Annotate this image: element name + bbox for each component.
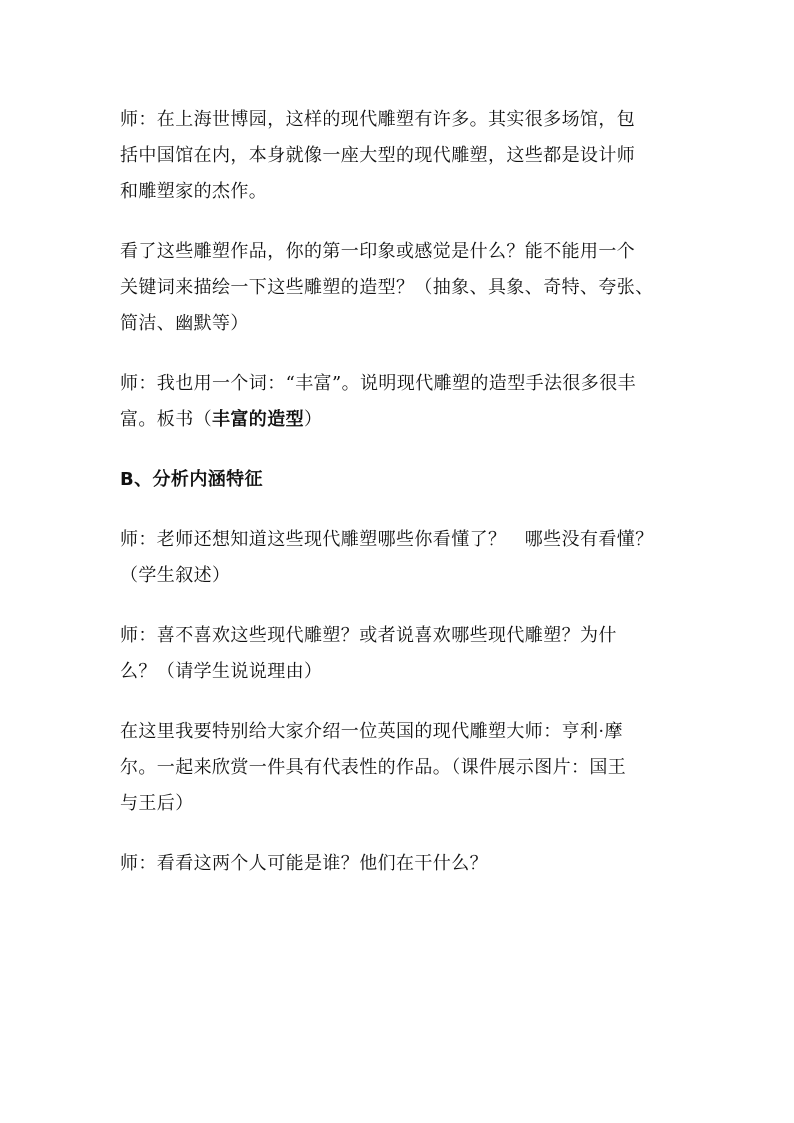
text-line: （学生叙述） [120,565,231,586]
text-line: 看了这些雕塑作品，你的第一印象或感觉是什么？能不能用一个 [120,241,636,262]
text-line: 和雕塑家的杰作。 [120,181,268,202]
text-line: 师：在上海世博园，这样的现代雕塑有许多。其实很多场馆，包 [120,109,636,130]
text-line: 师：喜不喜欢这些现代雕塑？或者说喜欢哪些现代雕塑？为什 [120,625,617,646]
text-line: 在这里我要特别给大家介绍一位英国的现代雕塑大师：亨利·摩 [120,721,623,742]
text-line: 简洁、幽默等） [120,313,249,334]
text-line: 尔。一起来欣赏一件具有代表性的作品。（课件展示图片：国王 [120,757,627,778]
text-line: 括中国馆在内，本身就像一座大型的现代雕塑，这些都是设计师 [120,145,636,166]
text-span: ） [304,409,323,430]
text-line: 么？（请学生说说理由） [120,661,323,682]
text-line: 师：我也用一个词：“丰富”。说明现代雕塑的造型手法很多很丰 [120,373,637,394]
text-line: 师：老师还想知道这些现代雕塑哪些你看懂了？ 哪些没有看懂？ [120,529,654,550]
text-line: 师：看看这两个人可能是谁？他们在干什么？ [120,853,488,874]
paragraph-preference [120,618,680,690]
document-body [120,102,680,906]
text-line: 关键词来描绘一下这些雕塑的造型？（抽象、具象、奇特、夸张、 [120,277,654,298]
text-line: 与王后） [120,793,194,814]
section-heading-b: B、分析内涵特征 [120,469,263,490]
bold-blackboard-text: 丰富的造型 [212,409,304,430]
paragraph-first-impression [120,234,680,342]
paragraph-who-are-they [120,846,680,882]
text-span: 富。板书（ [120,409,212,430]
paragraph-rich-shapes [120,366,680,438]
paragraph-shibo-sculptures [120,102,680,210]
paragraph-understood [120,522,680,594]
paragraph-henry-moore [120,714,680,822]
text-line [120,402,680,438]
